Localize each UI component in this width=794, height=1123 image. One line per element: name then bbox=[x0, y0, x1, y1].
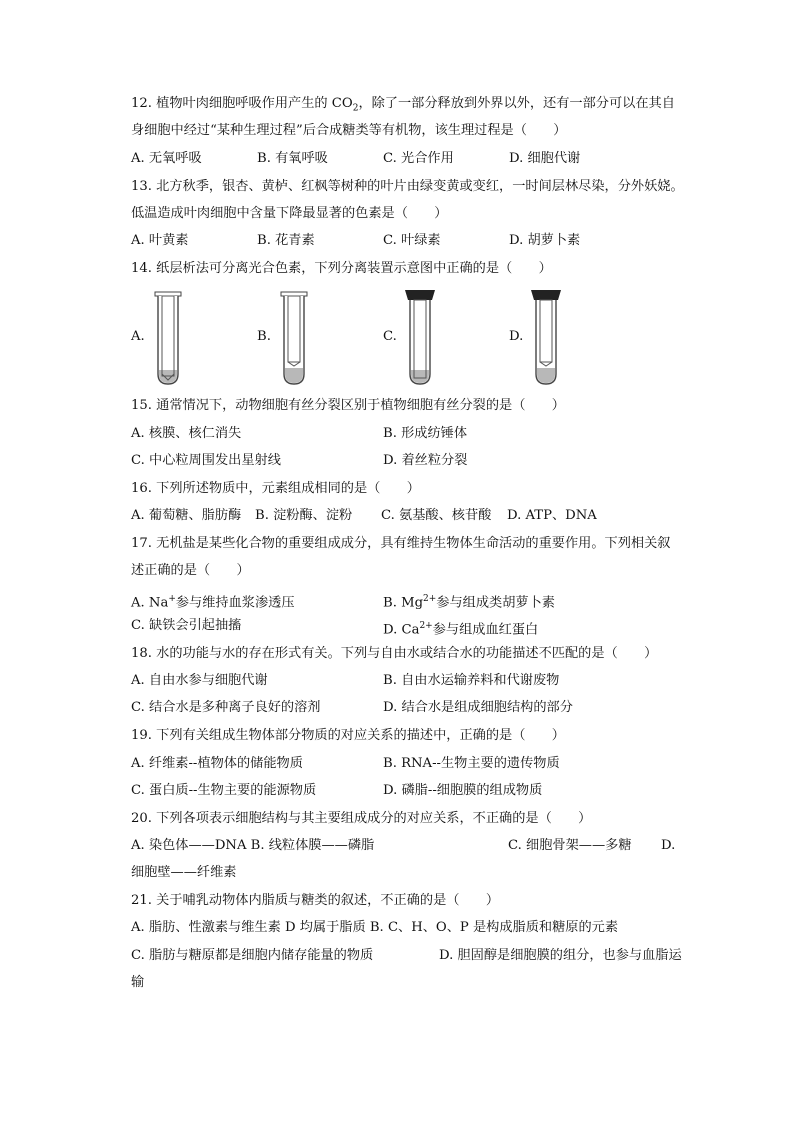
q19-option-d: D. 磷脂--细胞膜的组成物质 bbox=[383, 783, 543, 798]
q19-option-a: A. 纤维素--植物体的储能物质 bbox=[131, 756, 303, 771]
q18-option-b: B. 自由水运输养料和代谢废物 bbox=[383, 673, 560, 688]
q13-option-d: D. 胡萝卜素 bbox=[509, 233, 581, 248]
q17-stem-line2: 述正确的是（ ） bbox=[131, 563, 250, 578]
q16-option-a: A. 葡萄糖、脂肪酶 bbox=[131, 508, 242, 523]
q12-option-d: D. 细胞代谢 bbox=[509, 151, 581, 166]
q17-option-b: B. $Mg^{2+}$参与组成类胡萝卜素 bbox=[383, 594, 555, 611]
q14-label-c: C. bbox=[383, 329, 397, 344]
q14-tube-c-diagram bbox=[405, 290, 465, 386]
q13-option-b: B. 花青素 bbox=[257, 233, 315, 248]
q12-option-a: A. 无氧呼吸 bbox=[131, 151, 202, 166]
q20-option-c: C. 细胞骨架——多糖 bbox=[508, 838, 632, 853]
q18-option-d: D. 结合水是组成细胞结构的部分 bbox=[383, 700, 573, 715]
q16-stem-line1: 16. 下列所述物质中，元素组成相同的是（ ） bbox=[131, 481, 420, 496]
q16-option-c: C. 氨基酸、核苷酸 bbox=[381, 508, 492, 523]
q16-option-b: B. 淀粉酶、淀粉 bbox=[255, 508, 353, 523]
q21-stem-line1: 21. 关于哺乳动物体内脂质与糖类的叙述，不正确的是（ ） bbox=[131, 893, 500, 908]
q15-stem-line1: 15. 通常情况下，动物细胞有丝分裂区别于植物细胞有丝分裂的是（ ） bbox=[131, 398, 565, 413]
q21-options-ab: A. 脂肪、性激素与维生素 D 均属于脂质 B. C、H、O、P 是构成脂质和糖原的元素 bbox=[131, 920, 619, 935]
q14-tube-d-diagram bbox=[531, 290, 591, 386]
q15-option-c: C. 中心粒周围发出星射线 bbox=[131, 453, 281, 468]
q20-stem-line1: 20. 下列各项表示细胞结构与其主要组成成分的对应关系，不正确的是（ ） bbox=[131, 811, 592, 826]
q18-stem-line1: 18. 水的功能与水的存在形式有关。下列与自由水或结合水的功能描述不匹配的是（ ） bbox=[131, 646, 658, 661]
q20-option-d-label: D. bbox=[661, 838, 676, 853]
q13-option-c: C. 叶绿素 bbox=[383, 233, 441, 248]
q20-options-ab: A. 染色体——DNA B. 线粒体膜——磷脂 bbox=[131, 838, 375, 853]
q12-option-b: B. 有氧呼吸 bbox=[257, 151, 328, 166]
q12-stem-line1: 12. 植物叶肉细胞呼吸作用产生的 $CO_2$，除了一部分释放到外界以外，还有一部分可以在其自 bbox=[131, 96, 675, 114]
q14-tube-a-diagram bbox=[153, 290, 213, 386]
q15-option-b: B. 形成纺锤体 bbox=[383, 426, 468, 441]
q17-option-a: A. Na+参与维持血浆渗透压 bbox=[131, 594, 295, 611]
q17-stem-line1: 17. 无机盐是某些化合物的重要组成成分，具有维持生物体生命活动的重要作用。下列相关叙 bbox=[131, 536, 671, 551]
q17-option-c: C. 缺铁会引起抽搐 bbox=[131, 618, 242, 633]
q19-option-c: C. 蛋白质--生物主要的能源物质 bbox=[131, 783, 317, 798]
q18-option-a: A. 自由水参与细胞代谢 bbox=[131, 673, 268, 688]
q18-option-c: C. 结合水是多种离子良好的溶剂 bbox=[131, 700, 321, 715]
q14-label-b: B. bbox=[257, 329, 271, 344]
q17-option-d: D. $Ca^{2+}$参与组成血红蛋白 bbox=[383, 621, 539, 638]
q12-option-c: C. 光合作用 bbox=[383, 151, 454, 166]
q19-stem-line1: 19. 下列有关组成生物体部分物质的对应关系的描述中，正确的是（ ） bbox=[131, 728, 565, 743]
q21-option-d: D. 胆固醇是细胞膜的组分，也参与血脂运 bbox=[439, 948, 682, 963]
q14-label-d: D. bbox=[509, 329, 524, 344]
q21-option-d-cont: 输 bbox=[131, 975, 145, 990]
q15-option-d: D. 着丝粒分裂 bbox=[383, 453, 468, 468]
q20-option-d-text: 细胞壁——纤维素 bbox=[131, 865, 237, 880]
q12-stem-line2: 身细胞中经过“某种生理过程”后合成糖类等有机物，该生理过程是（ ） bbox=[131, 123, 567, 138]
q14-tube-b-diagram bbox=[279, 290, 339, 386]
q19-option-b: B. RNA--生物主要的遗传物质 bbox=[383, 756, 560, 771]
q21-option-c: C. 脂肪与糖原都是细胞内储存能量的物质 bbox=[131, 948, 374, 963]
q14-stem-line1: 14. 纸层析法可分离光合色素，下列分离装置示意图中正确的是（ ） bbox=[131, 261, 552, 276]
q15-option-a: A. 核膜、核仁消失 bbox=[131, 426, 242, 441]
q13-option-a: A. 叶黄素 bbox=[131, 233, 189, 248]
q14-label-a: A. bbox=[131, 329, 145, 344]
q16-option-d: D. ATP、DNA bbox=[507, 508, 597, 523]
q13-stem-line2: 低温造成叶肉细胞中含量下降最显著的色素是（ ） bbox=[131, 206, 448, 221]
q13-stem-line1: 13. 北方秋季，银杏、黄栌、红枫等树种的叶片由绿变黄或变红，一时间层林尽染，分外妖娆。 bbox=[131, 179, 684, 194]
